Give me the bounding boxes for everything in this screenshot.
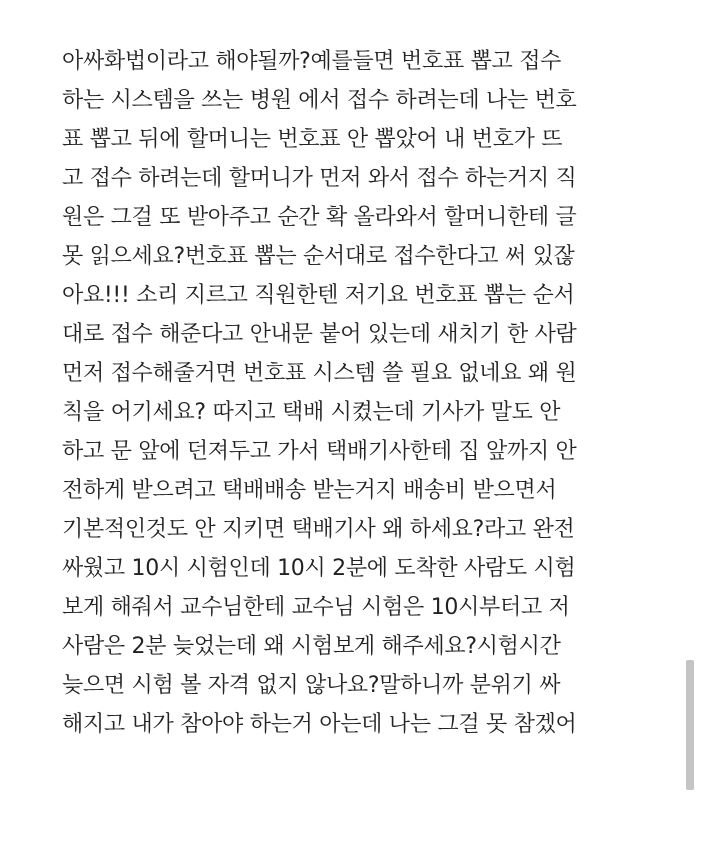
post-text-line: 기본적인것도 안 지키면 택배기사 왜 하세요?라고 완전 xyxy=(62,517,575,542)
post-text-line: 대로 접수 해준다고 안내문 붙어 있는데 새치기 한 사람 xyxy=(62,322,577,347)
post-text-line: 아싸화법이라고 해야될까?예를들면 번호표 뽑고 접수 xyxy=(62,49,562,74)
post-text-line: 해지고 내가 참아야 하는거 아는데 나는 그걸 못 참겠어 xyxy=(62,712,577,737)
post-text-line: 하고 문 앞에 던져두고 가서 택배기사한테 집 앞까지 안 xyxy=(62,439,577,464)
post-text-line: 원은 그걸 또 받아주고 순간 확 올라와서 할머니한테 글 xyxy=(62,205,577,230)
post-text-line: 고 접수 하려는데 할머니가 먼저 와서 접수 하는거지 직 xyxy=(62,166,577,191)
scrollbar-thumb[interactable] xyxy=(686,660,694,790)
post-text-line: 하는 시스템을 쓰는 병원 에서 접수 하려는데 나는 번호 xyxy=(62,88,577,113)
post-text-line: 사람은 2분 늦었는데 왜 시험보게 해주세요?시험시간 xyxy=(62,634,561,659)
post-text-line: 못 읽으세요?번호표 뽑는 순서대로 접수한다고 써 있잖 xyxy=(62,244,575,269)
post-text-line: 전하게 받으려고 택배배송 받는거지 배송비 받으면서 xyxy=(62,478,557,503)
post-body-text xyxy=(62,42,682,744)
post-text-line: 아요!!! 소리 지르고 직원한텐 저기요 번호표 뽑는 순서 xyxy=(62,283,575,308)
post-text-line: 싸웠고 10시 시험인데 10시 2분에 도착한 사람도 시험 xyxy=(62,556,576,581)
post-text-line: 늦으면 시험 볼 자격 없지 않나요?말하니까 분위기 싸 xyxy=(62,673,561,698)
post-text-line: 칙을 어기세요? 따지고 택배 시켰는데 기사가 말도 안 xyxy=(62,400,561,425)
post-text-line: 표 뽑고 뒤에 할머니는 번호표 안 뽑았어 내 번호가 뜨 xyxy=(62,127,563,152)
scrollbar[interactable] xyxy=(686,660,694,790)
post-text-line: 보게 해줘서 교수님한테 교수님 시험은 10시부터고 저 xyxy=(62,595,570,620)
post-text-line: 먼저 접수해줄거면 번호표 시스템 쓸 필요 없네요 왜 원 xyxy=(62,361,577,386)
